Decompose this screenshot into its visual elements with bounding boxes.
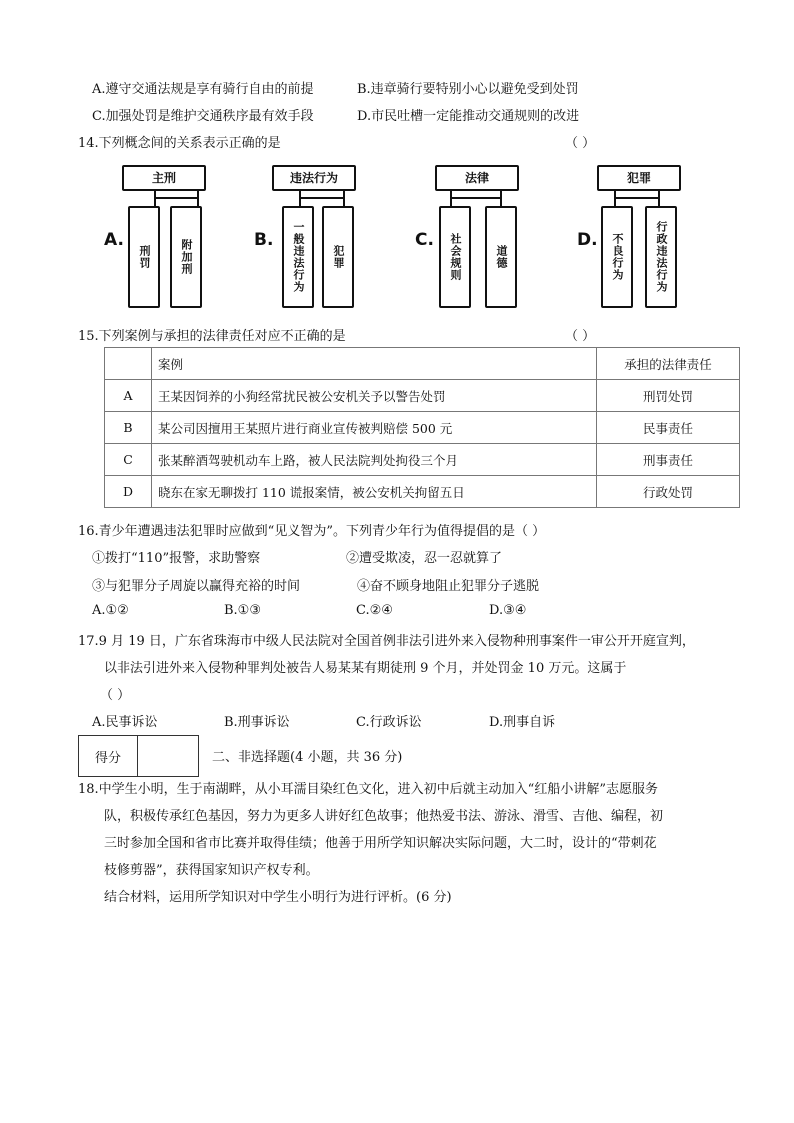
q16-statement-4: ④奋不顾身地阻止犯罪分子逃脱 <box>357 579 540 594</box>
q13-option-d: D.市民吐槽一定能推动交通规则的改进 <box>357 109 580 124</box>
q15-stem: 15.下列案例与承担的法律责任对应不正确的是 <box>78 329 346 344</box>
diagram-a-right-box: 附加刑 <box>170 206 202 308</box>
table-header-blank <box>105 348 152 380</box>
q17-answer-paren: （ ） <box>100 688 131 703</box>
row-case: 张某醉酒驾驶机动车上路，被人民法院判处拘役三个月 <box>152 444 597 476</box>
table-header-row <box>105 348 740 380</box>
q18-line-1: 18.中学生小明，生于南湖畔，从小耳濡目染红色文化，进入初中后就主动加入“红船小讲解”志愿服务 <box>78 782 658 797</box>
q16-option-a: A.①② <box>92 603 129 618</box>
diagram-a-left-box: 刑罚 <box>128 206 160 308</box>
q17-option-c: C.行政诉讼 <box>356 715 422 730</box>
score-label: 得分 <box>79 736 138 777</box>
diagram-b-right-box: 犯罪 <box>322 206 354 308</box>
q17-option-d: D.刑事自诉 <box>489 715 556 730</box>
q17-option-b: B.刑事诉讼 <box>224 715 290 730</box>
score-box <box>78 735 199 777</box>
q16-stem: 16.青少年遭遇违法犯罪时应做到“见义智为”。下列青少年行为值得提倡的是（ ） <box>78 524 546 539</box>
section-2-title: 二、非选择题(4 小题，共 36 分) <box>212 750 403 765</box>
q13-option-a: A.遵守交通法规是享有骑行自由的前提 <box>92 82 314 97</box>
q15-answer-paren: （ ） <box>565 329 596 344</box>
q14-diagram-a <box>100 162 260 312</box>
diagram-d-right-box: 行政违法行为 <box>645 206 677 308</box>
q17-option-a: A.民事诉讼 <box>92 715 158 730</box>
row-case: 某公司因擅用王某照片进行商业宣传被判赔偿 500 元 <box>152 412 597 444</box>
q14-answer-paren: （ ） <box>565 136 596 151</box>
q15-case-table <box>104 347 740 508</box>
q14-stem: 14.下列概念间的关系表示正确的是 <box>78 136 281 151</box>
table-row <box>105 444 740 476</box>
q18-line-3: 三时参加全国和省市比赛并取得佳绩；他善于用所学知识解决实际问题，大二时，设计的“带刺花 <box>104 836 657 851</box>
diagram-b-head: 违法行为 <box>272 165 356 191</box>
q16-option-b: B.①③ <box>224 603 261 618</box>
diagram-c-head: 法律 <box>435 165 519 191</box>
diagram-a-letter: A. <box>104 230 124 250</box>
table-row <box>105 412 740 444</box>
table-row <box>105 380 740 412</box>
q17-line-1: 17.9 月 19 日，广东省珠海市中级人民法院对全国首例非法引进外来入侵物种刑事案件一审公开开庭宣判， <box>78 634 695 649</box>
row-case: 王某因饲养的小狗经常扰民被公安机关予以警告处罚 <box>152 380 597 412</box>
table-row <box>105 476 740 508</box>
diagram-c-right-box: 道德 <box>485 206 517 308</box>
diagram-b-left-box: 一般违法行为 <box>282 206 314 308</box>
row-label: B <box>105 412 152 444</box>
q16-statement-1: ①拨打“110”报警，求助警察 <box>92 551 261 566</box>
table-header-case: 案例 <box>152 348 597 380</box>
q13-option-c: C.加强处罚是维护交通秩序最有效手段 <box>92 109 314 124</box>
q16-statement-2: ②遭受欺凌，忍一忍就算了 <box>346 551 503 566</box>
row-label: D <box>105 476 152 508</box>
diagram-d-head: 犯罪 <box>597 165 681 191</box>
diagram-d-letter: D. <box>577 230 598 250</box>
row-label: C <box>105 444 152 476</box>
diagram-b-letter: B. <box>254 230 274 250</box>
table-header-liability: 承担的法律责任 <box>597 348 740 380</box>
q17-line-2: 以非法引进外来入侵物种罪判处被告人易某某有期徒刑 9 个月，并处罚金 10 万元。这属于 <box>104 661 627 676</box>
diagram-d-left-box: 不良行为 <box>601 206 633 308</box>
q16-option-d: D.③④ <box>489 603 527 618</box>
q14-diagram-d <box>575 162 735 312</box>
q14-diagram-b <box>252 162 412 312</box>
row-label: A <box>105 380 152 412</box>
q16-statement-3: ③与犯罪分子周旋以赢得充裕的时间 <box>92 579 301 594</box>
q18-line-2: 队，积极传承红色基因，努力为更多人讲好红色故事；他热爱书法、游泳、滑雪、吉他、编程，初 <box>104 809 664 824</box>
row-liability: 刑事责任 <box>597 444 740 476</box>
diagram-a-head: 主刑 <box>122 165 206 191</box>
diagram-c-left-box: 社会规则 <box>439 206 471 308</box>
q16-option-c: C.②④ <box>356 603 393 618</box>
row-liability: 行政处罚 <box>597 476 740 508</box>
q14-diagram-c <box>413 162 573 312</box>
row-liability: 刑罚处罚 <box>597 380 740 412</box>
row-case: 晓东在家无聊拨打 110 谎报案情，被公安机关拘留五日 <box>152 476 597 508</box>
score-blank[interactable] <box>138 736 199 777</box>
q18-prompt: 结合材料，运用所学知识对中学生小明行为进行评析。(6 分) <box>104 890 452 905</box>
q13-option-b: B.违章骑行要特别小心以避免受到处罚 <box>357 82 579 97</box>
q18-line-4: 枝修剪器”，获得国家知识产权专利。 <box>104 863 319 878</box>
row-liability: 民事责任 <box>597 412 740 444</box>
diagram-c-letter: C. <box>415 230 434 250</box>
